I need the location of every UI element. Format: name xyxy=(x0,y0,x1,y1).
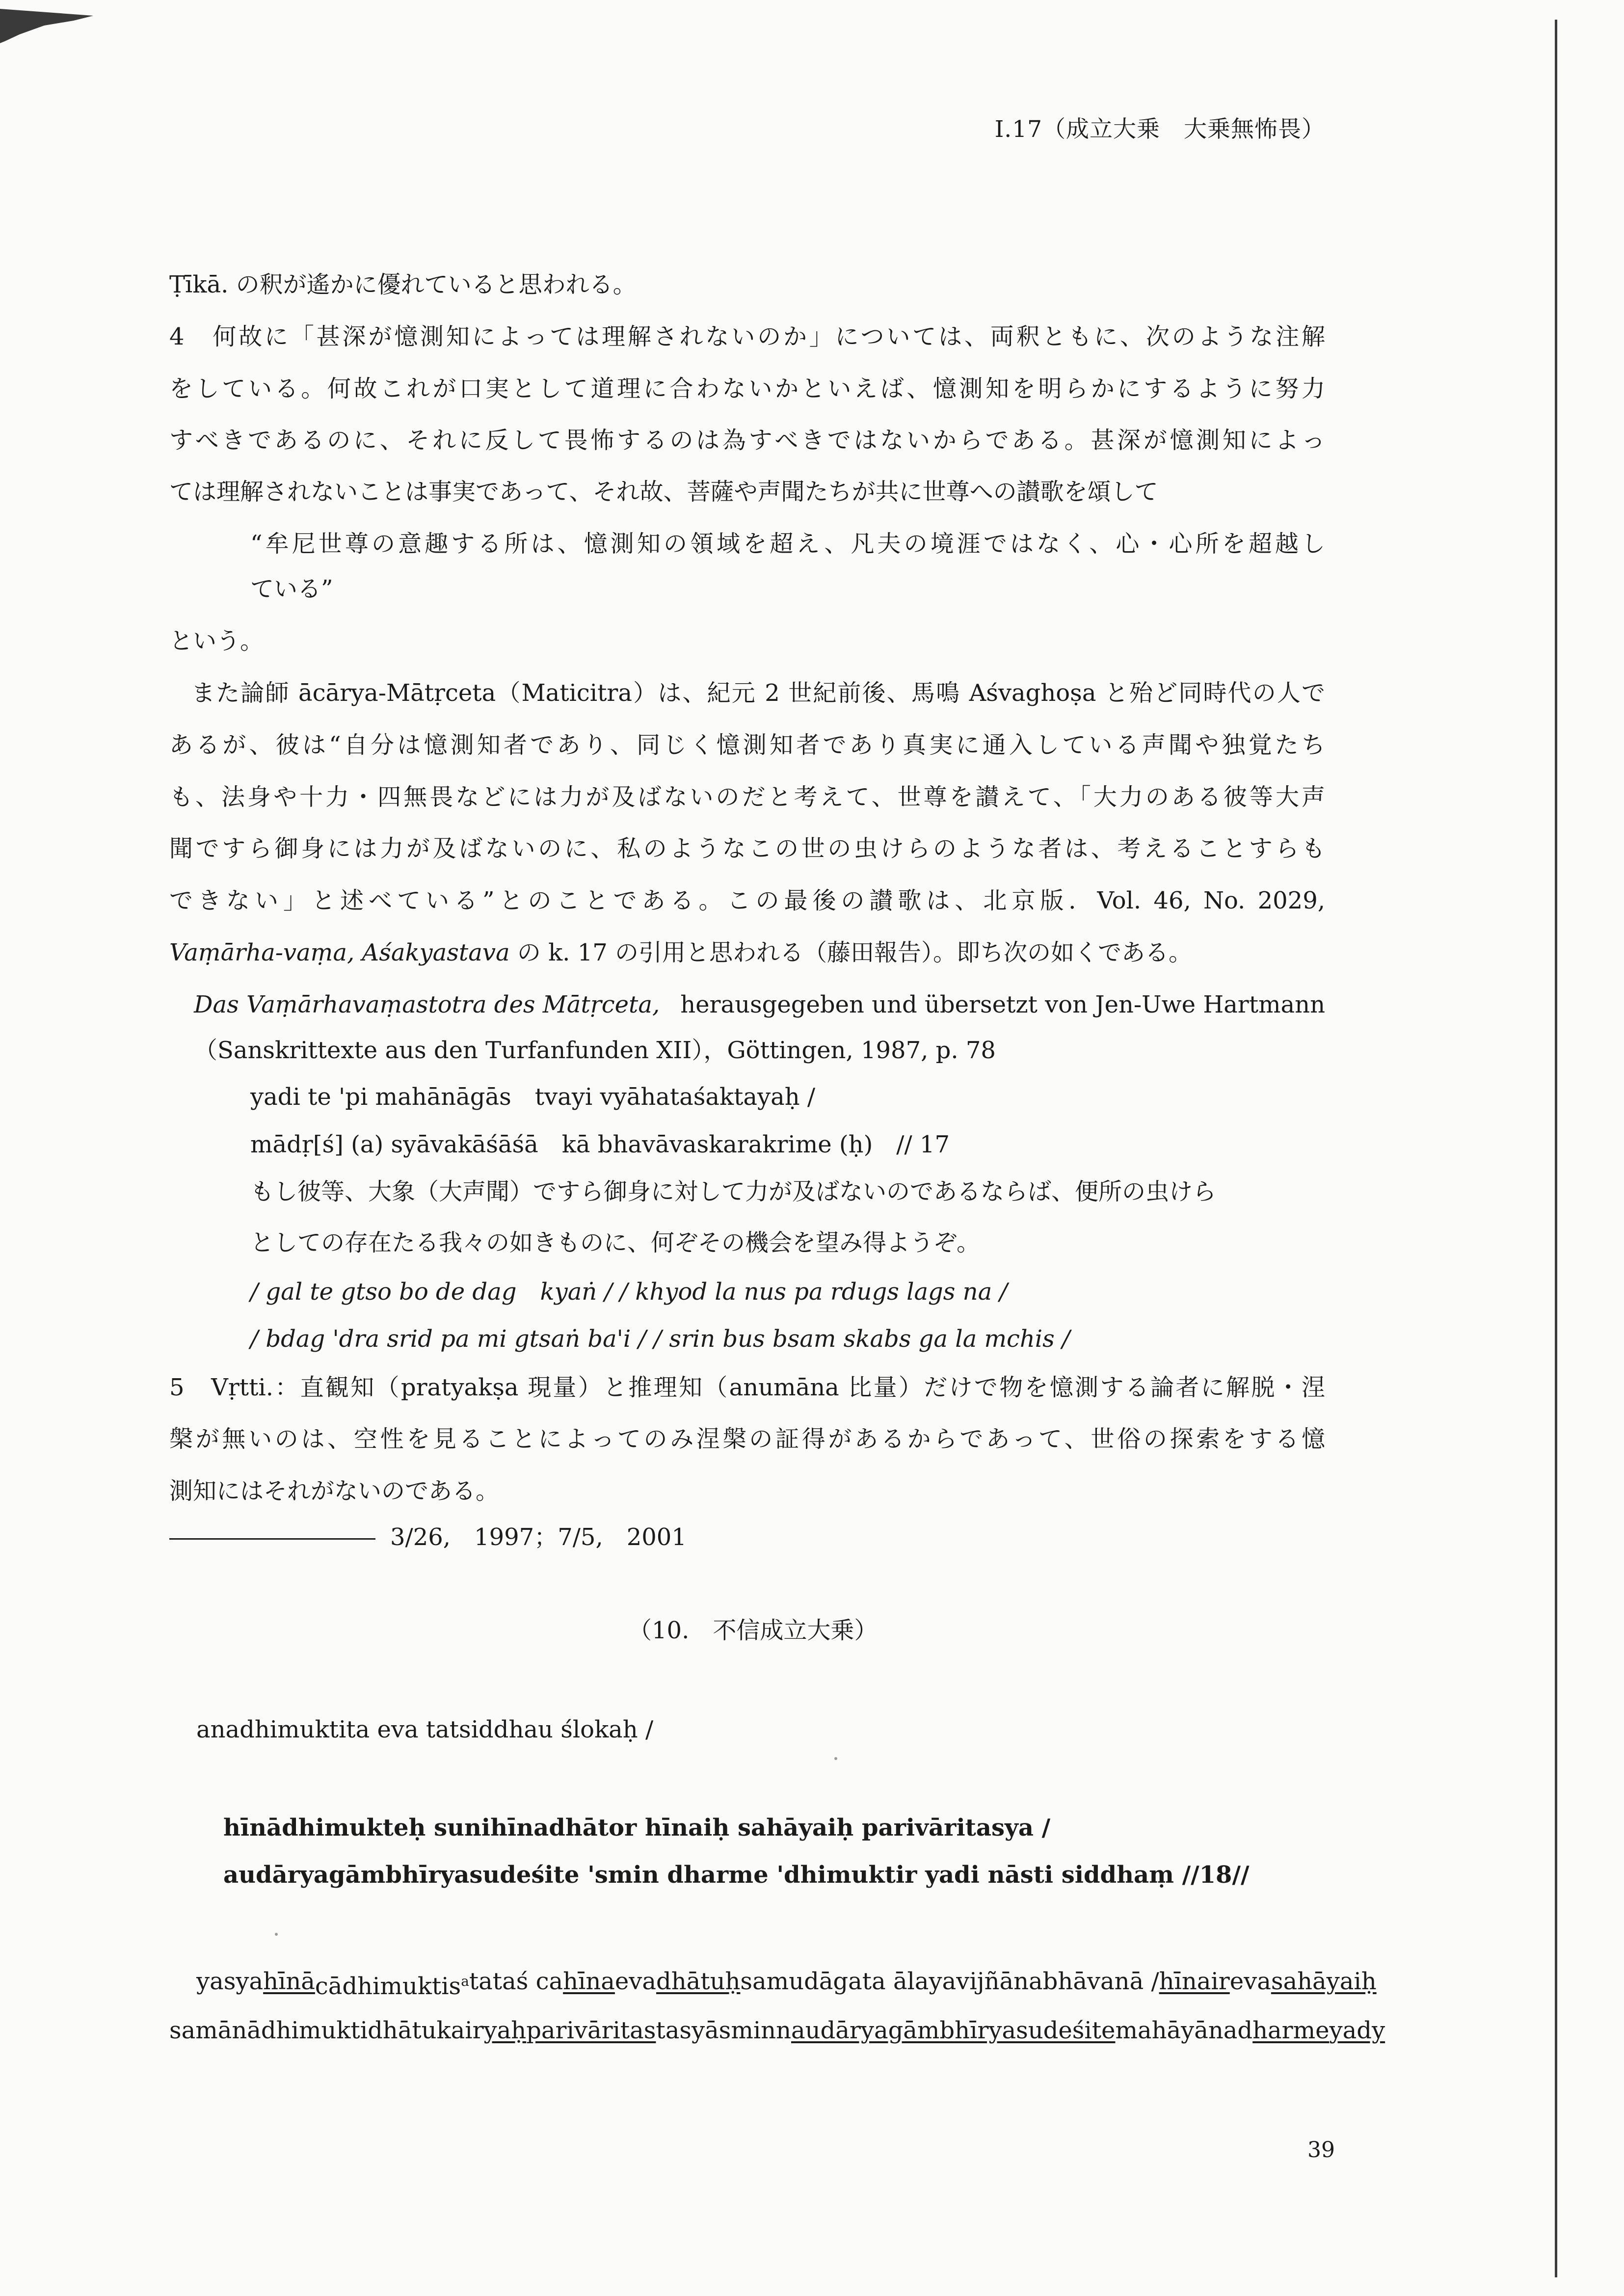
underlined-word: hīnā xyxy=(263,1968,315,1995)
footnote-marker: a xyxy=(461,1973,469,1989)
word xyxy=(315,1966,469,2002)
text-line: あるが、彼は“自分は憶測知者であり、同じく憶測知者であり真実に通入している声聞や独覚たち xyxy=(169,731,1325,759)
text-line: また論師 ācārya-Mātṛceta（Maticitra）は、紀元 2 世紀前後、馬鳴 Aśvaghoṣa と殆ど同時代の人で xyxy=(191,679,1325,707)
word-text: cādhimuktis xyxy=(315,1973,461,2000)
text-line: という。 xyxy=(169,627,264,655)
bibliography-line: （Sanskrittexte aus den Turfanfunden XII），Göttingen, 1987, p. 78 xyxy=(194,1037,996,1064)
translation-line: もし彼等、大象（大声聞）ですら御身に対して力が及ばないのであるならば、便所の虫けら xyxy=(250,1178,1217,1205)
tibetan-verse-line: / bdag 'dra srid pa mi gtsaṅ ba'i / / srin bus bsam skabs ga la mchis / xyxy=(250,1325,1070,1353)
scan-edge-line xyxy=(1555,20,1557,2277)
scan-speck xyxy=(275,1933,278,1936)
quote-line: “牟尼世尊の意趣する所は、憶測知の領域を超え、凡夫の境涯ではなく、心・心所を超越し xyxy=(250,530,1325,558)
section-heading: （10. 不信成立大乗） xyxy=(628,1617,878,1644)
word xyxy=(1115,2015,1329,2046)
italic-title: Das Vaṃārhavaṃastotra des Mātṛceta, xyxy=(194,991,660,1018)
underlined-word: parivāritas xyxy=(526,2017,656,2044)
word: samānādhimuktidhātukair xyxy=(169,2017,484,2044)
date-text: 3/26, 1997；7/5, 2001 xyxy=(390,1523,687,1551)
underlined-word: sahāyaiḥ xyxy=(1271,1968,1377,1995)
quote-line: ている” xyxy=(250,575,333,603)
underlined-word: dhātuḥ xyxy=(656,1968,741,1995)
sanskrit-verse-line: mādṛ[ś] (a) syāvakāśāśā kā bhavāvaskarakrime (ḥ) // 17 xyxy=(250,1131,950,1158)
scan-speck xyxy=(834,1757,837,1760)
text-line: ては理解されないことは事実であって、それ故、菩薩や声聞たちが共に世尊への讃歌を頌して xyxy=(169,478,1158,506)
verse-18-line-1: hīnādhimukteḥ sunihīnadhātor hīnaiḥ sahāyaiḥ parivāritasya / xyxy=(223,1814,1051,1842)
word: eva xyxy=(614,1968,657,1995)
text-line: をしている。何故これが口実として道理に合わないかといえば、憶測知を明らかにするように努力 xyxy=(169,375,1325,402)
text-span: の k. 17 の引用と思われる（藤田報告）。即ち次の如くである。 xyxy=(517,939,1193,966)
word: tataś ca xyxy=(469,1968,563,1995)
text-line: も、法身や十力・四無畏などには力が及ばないのだと考えて、世尊を讃えて、「大力のある彼等大声 xyxy=(169,783,1325,811)
page-number: 39 xyxy=(1307,2137,1335,2163)
translation-line: としての存在たる我々の如きものに、何ぞその機会を望み得ようぞ。 xyxy=(250,1229,981,1256)
text-line: Ṭīkā. の釈が遙かに優れていると思われる。 xyxy=(169,271,637,298)
text-line: すべきであるのに、それに反して畏怖するのは為すべきではないからである。甚深が憶測知によっ xyxy=(169,427,1325,454)
text-line xyxy=(169,937,1192,968)
underlined-word: hīnair xyxy=(1159,1968,1230,1995)
verse-18-line-2: audāryagāmbhīryasudeśite 'smin dharme 'dhimuktir yadi nāsti siddhaṃ //18// xyxy=(223,1861,1250,1889)
note-5-line: 5 Vṛtti.：直観知（pratyakṣa 現量）と推理知（anumāna 比量）だけで物を憶測する論者に解脱・涅 xyxy=(169,1374,1325,1401)
sanskrit-intro-line: anadhimuktita eva tatsiddhau ślokaḥ / xyxy=(196,1716,654,1743)
scan-corner-mark xyxy=(0,9,93,43)
word: samudāgata ālayavijñānabhāvanā / xyxy=(740,1968,1159,1995)
commentary-line-2 xyxy=(169,2015,1385,2046)
tibetan-verse-line: / gal te gtso bo de dag kyaṅ / / khyod la nus pa rdugs lags na / xyxy=(250,1278,1008,1306)
italic-title: Vaṃārha-vaṃa, Aśakyastava xyxy=(169,939,510,966)
word: tasyāsminn xyxy=(656,2017,792,2044)
underlined-word: yady xyxy=(1329,2017,1385,2044)
underlined-word: harme xyxy=(1252,2017,1330,2044)
date-line xyxy=(169,1522,687,1553)
text-line: 槃が無いのは、空性を見ることによってのみ涅槃の証得があるからであって、世俗の探索をする憶 xyxy=(169,1425,1325,1453)
date-rule xyxy=(169,1538,375,1540)
commentary-line-1 xyxy=(196,1966,1377,2002)
word xyxy=(263,1966,315,2002)
text-line: 測知にはそれがないのである。 xyxy=(169,1477,500,1505)
running-header: I.17（成立大乗 大乗無怖畏） xyxy=(994,116,1325,143)
underlined-word: hīna xyxy=(563,1968,615,1995)
word: yasya xyxy=(196,1968,264,1995)
note-4-line: 4 何故に「甚深が憶測知によっては理解されないのか」については、両釈ともに、次のような注解 xyxy=(169,323,1325,350)
text-line: できない」と述べている”とのことである。この最後の讃歌は、北京版．Vol. 46, No. 2029, xyxy=(169,887,1325,914)
bibliography-line xyxy=(194,989,1325,1020)
text-span: herausgegeben und übersetzt von Jen-Uwe Hartmann xyxy=(680,991,1325,1018)
text-line: 聞ですら御身には力が及ばないのに、私のようなこの世の虫けらのような者は、考えることすらも xyxy=(169,835,1325,862)
word: eva xyxy=(1229,1968,1271,1995)
sanskrit-verse-line: yadi te 'pi mahānāgās tvayi vyāhataśaktayaḥ / xyxy=(250,1083,816,1111)
underlined-word: audāryagāmbhīryasudeśite xyxy=(791,2017,1116,2044)
word-text: mahāyānad xyxy=(1115,2017,1253,2044)
underlined-word: yaḥ xyxy=(483,2017,527,2044)
